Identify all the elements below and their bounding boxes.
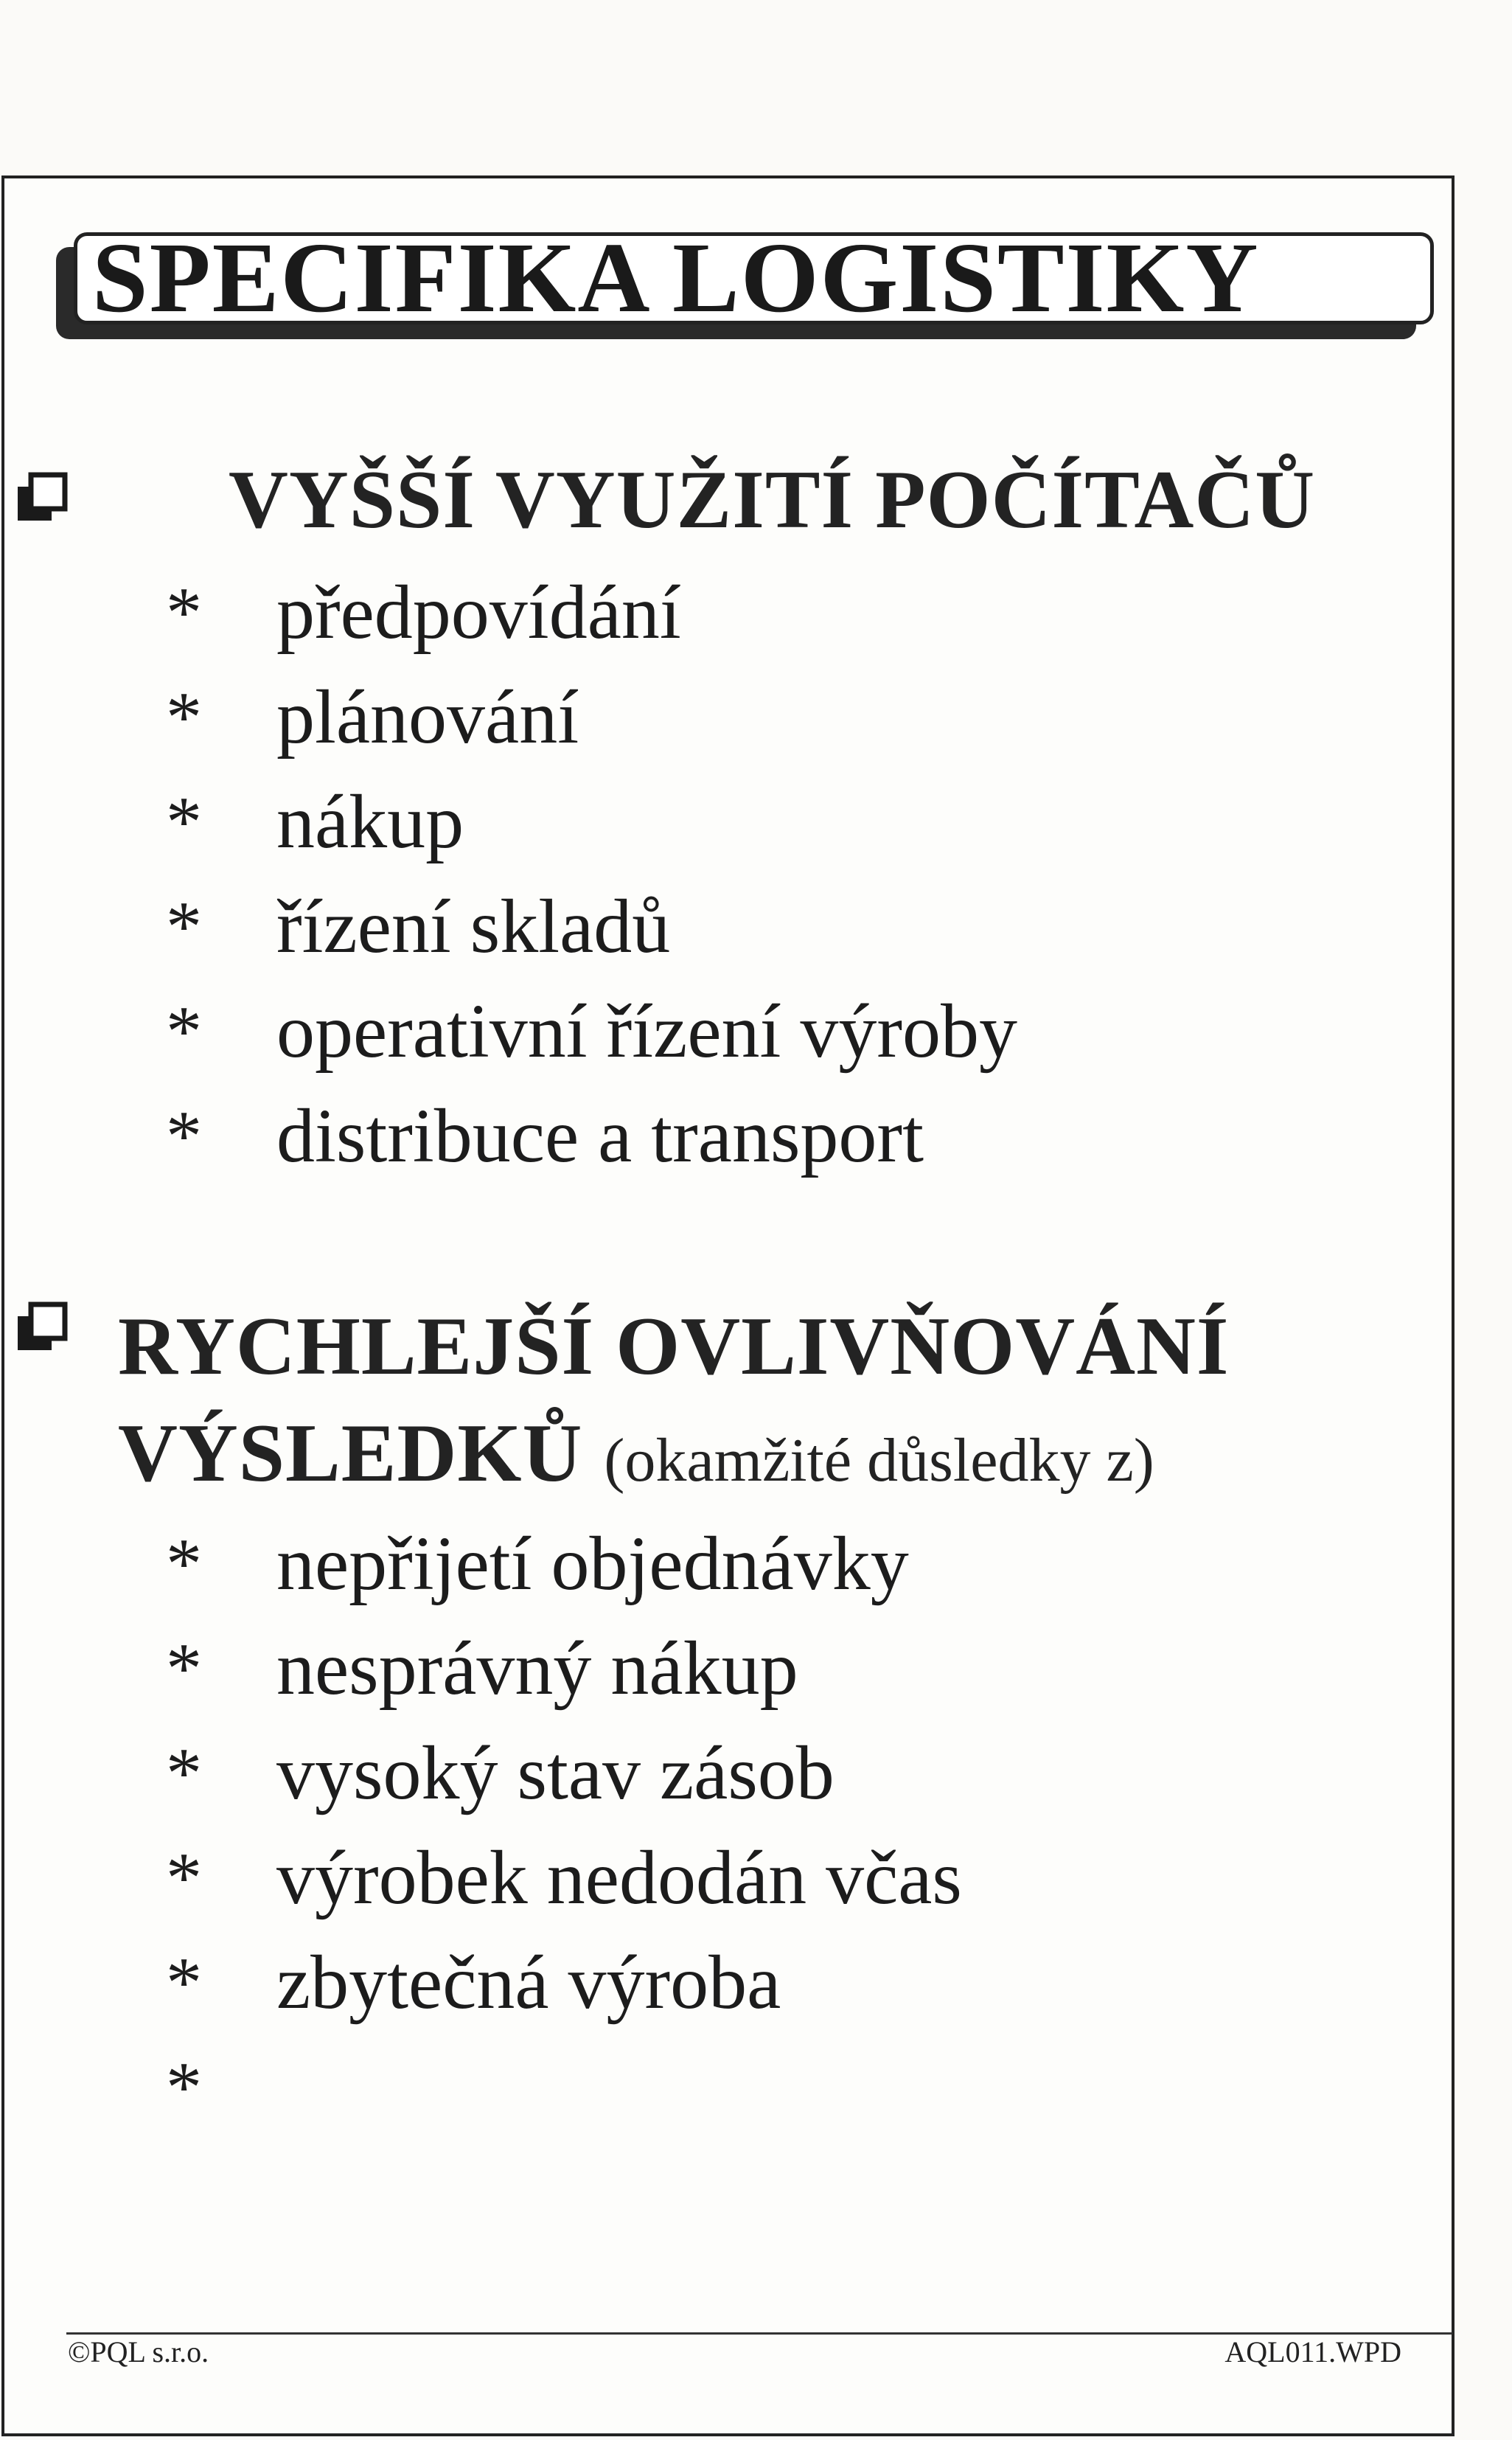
section-heading-note: (okamžité důsledky z) <box>604 1426 1154 1495</box>
list-item-text: distribuce a transport <box>276 1094 924 1178</box>
list-item-text: operativní řízení výroby <box>276 989 1018 1074</box>
asterisk-bullet: * <box>166 1838 202 1918</box>
footer-document-id: AQL011.WPD <box>1224 2335 1401 2368</box>
section-heading-results: RYCHLEJŠÍ OVLIVŇOVÁNÍ <box>118 1301 1230 1392</box>
asterisk-bullet: * <box>166 887 202 967</box>
footer-copyright: ©PQL s.r.o. <box>68 2335 209 2368</box>
list-item-text: předpovídání <box>276 570 681 655</box>
footer-divider <box>66 2332 1452 2335</box>
checkbox-bullet-icon <box>16 472 68 524</box>
asterisk-bullet: * <box>166 2048 202 2127</box>
asterisk-bullet: * <box>166 1096 202 1176</box>
section-heading-computers: VYŠŠÍ VYUŽITÍ POČÍTAČŮ <box>229 454 1316 546</box>
section-heading-results-word: VÝSLEDKŮ <box>118 1408 583 1499</box>
asterisk-bullet: * <box>166 573 202 653</box>
asterisk-bullet: * <box>166 1524 202 1604</box>
asterisk-bullet: * <box>166 1943 202 2023</box>
section-heading-results-line2 <box>118 1408 1154 1499</box>
asterisk-bullet: * <box>166 992 202 1071</box>
list-item-text: řízení skladů <box>276 884 671 969</box>
page-title: SPECIFIKA LOGISTIKY <box>92 223 1260 333</box>
asterisk-bullet: * <box>166 782 202 862</box>
list-item-text: nepřijetí objednávky <box>276 1521 909 1606</box>
asterisk-bullet: * <box>166 1629 202 1709</box>
list-item-text: výrobek nedodán včas <box>276 1835 962 1920</box>
asterisk-bullet: * <box>166 1734 202 1813</box>
list-item-text: plánování <box>276 675 579 760</box>
checkbox-bullet-icon <box>16 1301 68 1353</box>
list-item-text: zbytečná výroba <box>276 1940 781 2025</box>
asterisk-bullet: * <box>166 678 202 757</box>
list-item-text: vysoký stav zásob <box>276 1731 835 1815</box>
list-item-text: nesprávný nákup <box>276 1626 798 1711</box>
list-item-text: nákup <box>276 779 464 864</box>
